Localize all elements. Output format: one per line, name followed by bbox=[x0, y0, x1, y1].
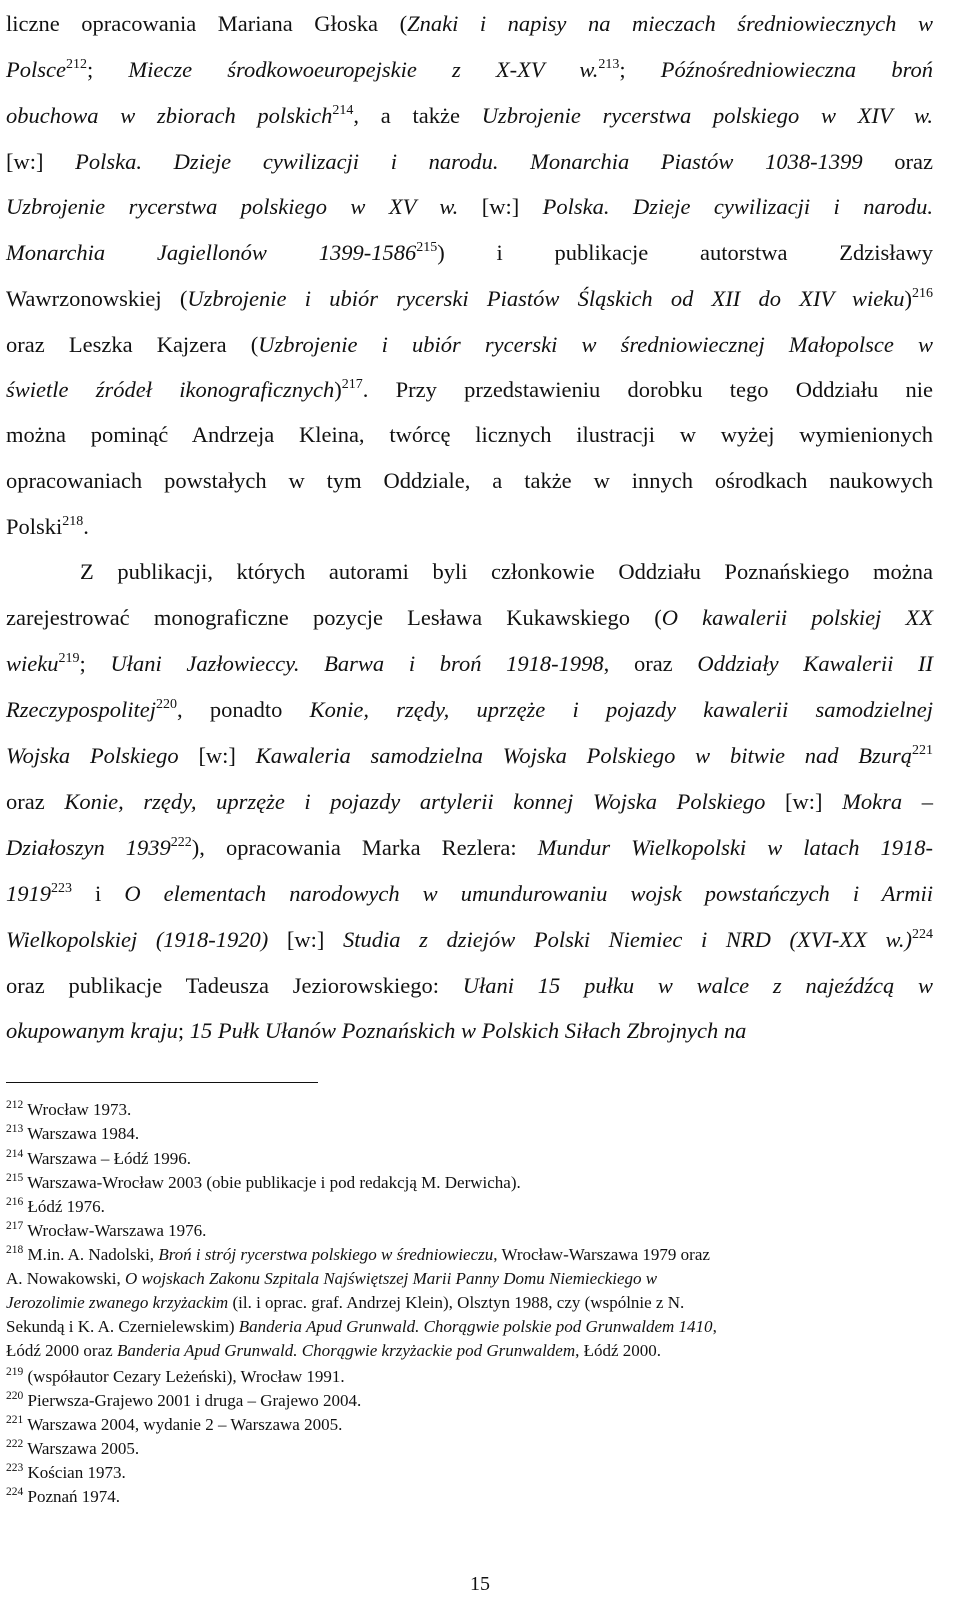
footnote-marker: 218 bbox=[6, 1244, 24, 1256]
footnote-marker: 219 bbox=[58, 651, 80, 666]
paragraph-line bbox=[6, 926, 933, 954]
text-run: ) i publikacje autorstwa Zdzisławy bbox=[437, 240, 933, 265]
text-run: , Wrocław-Warszawa 1979 oraz bbox=[493, 1245, 710, 1264]
italic-title: Konie, rzędy, uprzęże i pojazdy kawalerii samodzielnej bbox=[309, 697, 933, 722]
italic-title: Działoszyn 1939 bbox=[6, 835, 171, 860]
footnote-marker: 222 bbox=[6, 1438, 24, 1450]
text-run: Wrocław 1973. bbox=[23, 1100, 132, 1119]
text-run: oraz publikacje Tadeusza Jeziorowskiego: bbox=[6, 973, 463, 998]
text-run: ; bbox=[177, 1018, 190, 1043]
text-run: , Łódź 2000. bbox=[575, 1341, 662, 1360]
paragraph-line bbox=[6, 1017, 933, 1045]
text-run: oraz Leszka Kajzera ( bbox=[6, 332, 259, 357]
footnote-line bbox=[6, 1486, 933, 1507]
italic-title: Jerozolimie zwanego krzyżackim bbox=[6, 1293, 229, 1312]
footnote-marker: 223 bbox=[6, 1462, 24, 1474]
footnote-line bbox=[6, 1390, 933, 1411]
text-run: Kościan 1973. bbox=[23, 1463, 126, 1482]
footnote-line bbox=[6, 1414, 933, 1435]
paragraph-line bbox=[6, 742, 933, 770]
italic-title: Wojska Polskiego bbox=[6, 743, 179, 768]
text-run: (współautor Cezary Leżeński), Wrocław 1991. bbox=[23, 1367, 345, 1386]
italic-title: Rzeczypospolitej bbox=[6, 697, 156, 722]
footnote-line bbox=[6, 1123, 933, 1144]
paragraph-line bbox=[6, 834, 933, 862]
text-run: ; bbox=[79, 651, 111, 676]
italic-title: Ułani 15 pułku w walce z najeźdźcą w bbox=[462, 973, 933, 998]
footnote-line bbox=[6, 1196, 933, 1217]
italic-title: O wojskach Zakonu Szpitala Najświętszej Marii Panny Domu Niemieckiego w bbox=[125, 1269, 658, 1288]
text-run: opracowaniach powstałych w tym Oddziale, a także w innych ośrodkach naukowych bbox=[6, 468, 933, 493]
text-run: Wrocław-Warszawa 1976. bbox=[23, 1221, 207, 1240]
text-run: Łódź 2000 oraz bbox=[6, 1341, 117, 1360]
footnote-line bbox=[6, 1268, 933, 1289]
text-run: oraz bbox=[862, 149, 933, 174]
footnote-marker: 212 bbox=[65, 57, 87, 72]
text-run: [w:] bbox=[268, 927, 343, 952]
italic-title: Polsce bbox=[6, 57, 66, 82]
text-run: A. Nowakowski, bbox=[6, 1269, 125, 1288]
text-run: [w:] bbox=[6, 149, 76, 174]
text-run: Warszawa-Wrocław 2003 (obie publikacje i pod redakcją M. Derwicha). bbox=[23, 1173, 521, 1192]
footnote-line bbox=[6, 1340, 933, 1361]
text-run: ), opracowania Marka Rezlera: bbox=[191, 835, 538, 860]
italic-title: Studia z dziejów Polski Niemiec i NRD (XVI-XX w.) bbox=[343, 927, 912, 952]
footnote-marker: 224 bbox=[6, 1486, 24, 1498]
italic-title: Banderia Apud Grunwald. Chorągwie polskie pod Grunwaldem 1410 bbox=[238, 1317, 713, 1336]
paragraph-line bbox=[6, 604, 933, 632]
text-run: Warszawa 2005. bbox=[23, 1439, 140, 1458]
footnote-marker: 221 bbox=[912, 743, 933, 758]
footnote-marker: 216 bbox=[6, 1196, 24, 1208]
italic-title: Oddziały Kawalerii II bbox=[697, 651, 933, 676]
footnote-line bbox=[6, 1438, 933, 1459]
text-run: ; bbox=[619, 57, 661, 82]
italic-title: okupowanym kraju bbox=[6, 1018, 178, 1043]
text-run: . bbox=[83, 514, 89, 539]
text-run: Warszawa 2004, wydanie 2 – Warszawa 2005. bbox=[23, 1415, 343, 1434]
italic-title: obuchowa w zbiorach polskich bbox=[6, 103, 333, 128]
footnote-line bbox=[6, 1148, 933, 1169]
footnote-separator bbox=[6, 1082, 318, 1083]
paragraph-line bbox=[6, 880, 933, 908]
italic-title: Ułani Jazłowieccy. Barwa i broń 1918-1998 bbox=[110, 651, 604, 676]
footnote-marker: 220 bbox=[155, 697, 177, 712]
footnote-marker: 212 bbox=[6, 1099, 24, 1111]
paragraph-line bbox=[6, 193, 933, 221]
italic-title: Uzbrojenie rycerstwa polskiego w XIV w. bbox=[481, 103, 933, 128]
footnote-marker: 216 bbox=[912, 286, 933, 301]
paragraph-line bbox=[6, 467, 933, 495]
text-run: Wawrzonowskiej ( bbox=[6, 286, 188, 311]
footnote-marker: 222 bbox=[170, 835, 192, 850]
paragraph-line bbox=[6, 148, 933, 176]
italic-title: 15 Pułk Ułanów Poznańskich w Polskich Siłach Zbrojnych na bbox=[189, 1018, 747, 1043]
italic-title: Uzbrojenie rycerstwa polskiego w XV w. bbox=[6, 194, 459, 219]
italic-title: wieku bbox=[6, 651, 59, 676]
text-run: [w:] bbox=[765, 789, 843, 814]
italic-title: Kawaleria samodzielna Wojska Polskiego w bitwie nad Bzurą bbox=[255, 743, 912, 768]
italic-title: Banderia Apud Grunwald. Chorągwie krzyżackie pod Grunwaldem bbox=[116, 1341, 576, 1360]
paragraph-line bbox=[6, 102, 933, 130]
text-run: ; bbox=[86, 57, 129, 82]
italic-title: Późnośredniowieczna broń bbox=[660, 57, 933, 82]
paragraph-line bbox=[80, 558, 933, 586]
text-run: i bbox=[72, 881, 125, 906]
italic-title: Mokra – bbox=[842, 789, 933, 814]
italic-title: Polska. Dzieje cywilizacji i narodu. bbox=[542, 194, 933, 219]
footnote-marker: 224 bbox=[911, 927, 933, 942]
footnote-line bbox=[6, 1220, 933, 1241]
text-run: oraz bbox=[6, 789, 65, 814]
footnote-line bbox=[6, 1292, 933, 1313]
footnote-marker: 220 bbox=[6, 1390, 24, 1402]
italic-title: Monarchia Jagiellonów 1399-1586 bbox=[6, 240, 417, 265]
paragraph-line bbox=[6, 650, 933, 678]
text-run: zarejestrować monograficzne pozycje Lesława Kukawskiego ( bbox=[6, 605, 662, 630]
footnote-line bbox=[6, 1366, 933, 1387]
footnote-marker: 215 bbox=[6, 1172, 24, 1184]
paragraph-line bbox=[6, 513, 933, 541]
text-run: , oraz bbox=[603, 651, 698, 676]
footnote-marker: 217 bbox=[341, 377, 363, 392]
footnote-marker: 219 bbox=[6, 1366, 24, 1378]
text-run: , a także bbox=[353, 103, 482, 128]
paragraph-line bbox=[6, 788, 933, 816]
footnote-marker: 223 bbox=[51, 881, 72, 896]
italic-title: O elementach narodowych w umundurowaniu wojsk powstańczych i Armii bbox=[124, 881, 933, 906]
italic-title: Uzbrojenie i ubiór rycerski Piastów Śląskich od XII do XIV wieku bbox=[187, 286, 905, 311]
text-run: Polski bbox=[6, 514, 63, 539]
text-run: . Przy przedstawieniu dorobku tego Oddziału nie bbox=[362, 377, 933, 402]
paragraph-line bbox=[6, 10, 933, 38]
italic-title: Uzbrojenie i ubiór rycerski w średniowiecznej Małopolsce w bbox=[258, 332, 933, 357]
text-run: , ponadto bbox=[176, 697, 310, 722]
paragraph-line bbox=[6, 376, 933, 404]
text-run: Warszawa – Łódź 1996. bbox=[23, 1149, 192, 1168]
footnote-line bbox=[6, 1244, 933, 1265]
text-run: (il. i oprac. graf. Andrzej Klein), Olsztyn 1988, czy (wspólnie z N. bbox=[228, 1293, 685, 1312]
footnote-marker: 218 bbox=[62, 514, 84, 529]
text-run: można pominąć Andrzeja Kleina, twórcę licznych ilustracji w wyżej wymienionych bbox=[6, 422, 933, 447]
paragraph-line bbox=[6, 56, 933, 84]
italic-title: Broń i strój rycerstwa polskiego w średniowieczu bbox=[158, 1245, 494, 1264]
footnote-marker: 213 bbox=[6, 1123, 24, 1135]
paragraph-line bbox=[6, 972, 933, 1000]
text-run: , bbox=[712, 1317, 717, 1336]
footnote-marker: 217 bbox=[6, 1220, 24, 1232]
text-run: [w:] bbox=[458, 194, 543, 219]
text-run: ) bbox=[904, 286, 912, 311]
italic-title: Konie, rzędy, uprzęże i pojazdy artylerii konnej Wojska Polskiego bbox=[64, 789, 766, 814]
italic-title: Mundur Wielkopolski w latach 1918- bbox=[537, 835, 933, 860]
paragraph-line bbox=[6, 696, 933, 724]
footnote-line bbox=[6, 1462, 933, 1483]
italic-title: O kawalerii polskiej XX bbox=[661, 605, 933, 630]
text-run: Warszawa 1984. bbox=[23, 1124, 140, 1143]
footnote-line bbox=[6, 1316, 933, 1337]
italic-title: Wielkopolskiej (1918-1920) bbox=[6, 927, 269, 952]
text-run: liczne opracowania Mariana Głoska ( bbox=[6, 11, 408, 36]
text-run: [w:] bbox=[178, 743, 256, 768]
paragraph-line bbox=[6, 421, 933, 449]
text-run: M.in. A. Nadolski, bbox=[23, 1245, 159, 1264]
text-run: Pierwsza-Grajewo 2001 i druga – Grajewo 2004. bbox=[23, 1391, 362, 1410]
paragraph-line bbox=[6, 285, 933, 313]
paragraph-line bbox=[6, 239, 933, 267]
text-run: Łódź 1976. bbox=[23, 1197, 105, 1216]
footnote-marker: 221 bbox=[6, 1414, 24, 1426]
footnote-marker: 214 bbox=[332, 103, 354, 118]
text-run: Sekundą i K. A. Czernielewskim) bbox=[6, 1317, 239, 1336]
italic-title: Znaki i napisy na mieczach średniowiecznych w bbox=[407, 11, 933, 36]
footnote-marker: 213 bbox=[598, 57, 620, 72]
text-run: Poznań 1974. bbox=[23, 1487, 121, 1506]
text-run: ) bbox=[334, 377, 342, 402]
italic-title: świetle źródeł ikonograficznych bbox=[6, 377, 335, 402]
footnote-marker: 214 bbox=[6, 1148, 24, 1160]
page-number: 15 bbox=[470, 1573, 490, 1595]
text-run: Z publikacji, których autorami byli członkowie Oddziału Poznańskiego można bbox=[80, 559, 933, 584]
footnote-line bbox=[6, 1099, 933, 1120]
footnote-line bbox=[6, 1172, 933, 1193]
italic-title: 1919 bbox=[6, 881, 51, 906]
paragraph-line bbox=[6, 331, 933, 359]
italic-title: Miecze środkowoeuropejskie z X-XV w. bbox=[128, 57, 599, 82]
footnote-marker: 215 bbox=[416, 240, 438, 255]
italic-title: Polska. Dzieje cywilizacji i narodu. Monarchia Piastów 1038-1399 bbox=[75, 149, 863, 174]
